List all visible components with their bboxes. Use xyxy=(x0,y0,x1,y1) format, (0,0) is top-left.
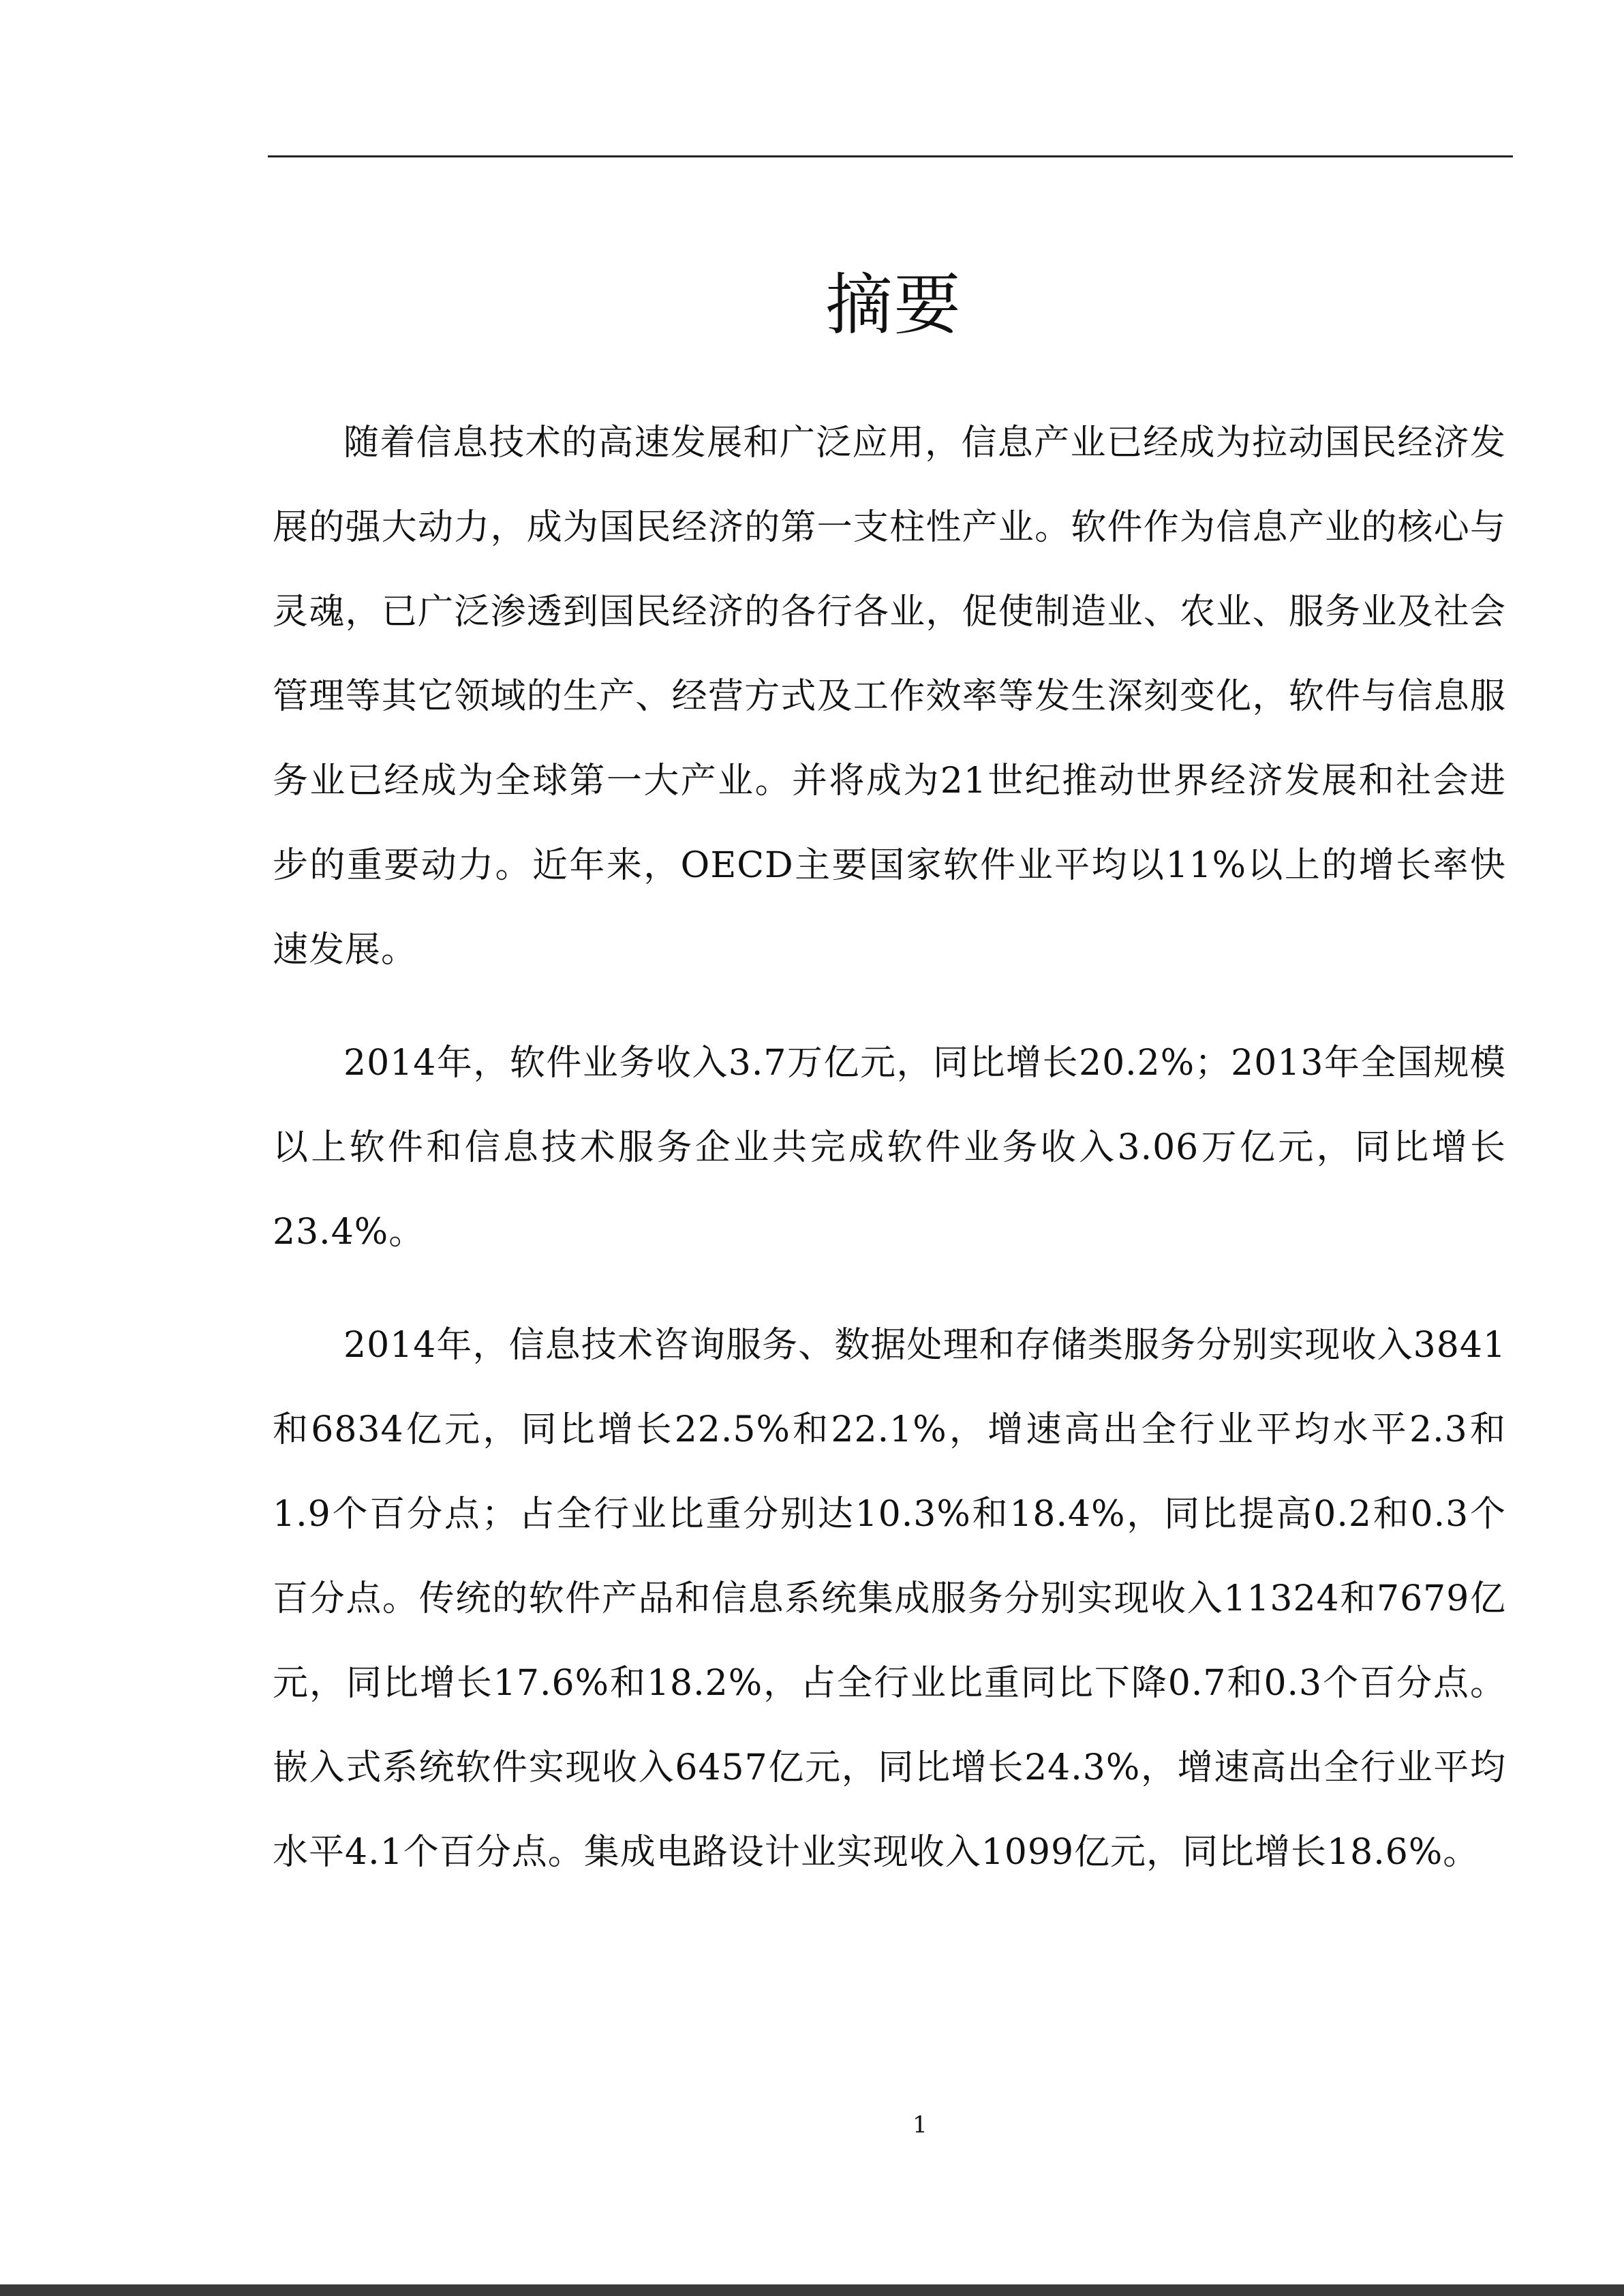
page-number: 1 xyxy=(913,2111,928,2139)
page-title: 摘要 xyxy=(825,266,962,344)
abstract-body xyxy=(273,401,1506,1923)
paragraph-intro: 随着信息技术的高速发展和广泛应用，信息产业已经成为拉动国民经济发展的强大动力，成为国民经济的第一支柱性产业。软件作为信息产业的核心与灵魂，已广泛渗透到国民经济的各行各业，促使制造业、农业、服务业及社会管理等其它领域的生产、经营方式及工作效率等发生深刻变化，软件与信息服务业已经成为全球第一大产业。并将成为21世纪推动世界经济发展和社会进步的重要动力。近年来，OECD主要国家软件业平均以11%以上的增长率快速发展。 xyxy=(273,423,1506,970)
paragraph-services-breakdown: 2014年，信息技术咨询服务、数据处理和存储类服务分别实现收入3841和6834亿元，同比增长22.5%和22.1%，增速高出全行业平均水平2.3和1.9个百分点；占全行业比重分别达10.3%和18.4%，同比提高0.2和0.3个百分点。传统的软件产品和信息系统集成服务分别实现收入11324和7679亿元，同比增长17.6%和18.2%，占全行业比重同比下降0.7和0.3个百分点。嵌入式系统软件实现收入6457亿元，同比增长24.3%，增速高出全行业平均水平4.1个百分点。集成电路设计业实现收入1099亿元，同比增长18.6%。 xyxy=(273,1325,1506,1873)
header-rule xyxy=(268,155,1513,157)
page-bottom-edge xyxy=(0,2284,1624,2296)
paragraph-revenue-2014: 2014年，软件业务收入3.7万亿元，同比增长20.2%；2013年全国规模以上软件和信息技术服务企业共完成软件业务收入3.06万亿元，同比增长23.4%。 xyxy=(273,1043,1506,1253)
